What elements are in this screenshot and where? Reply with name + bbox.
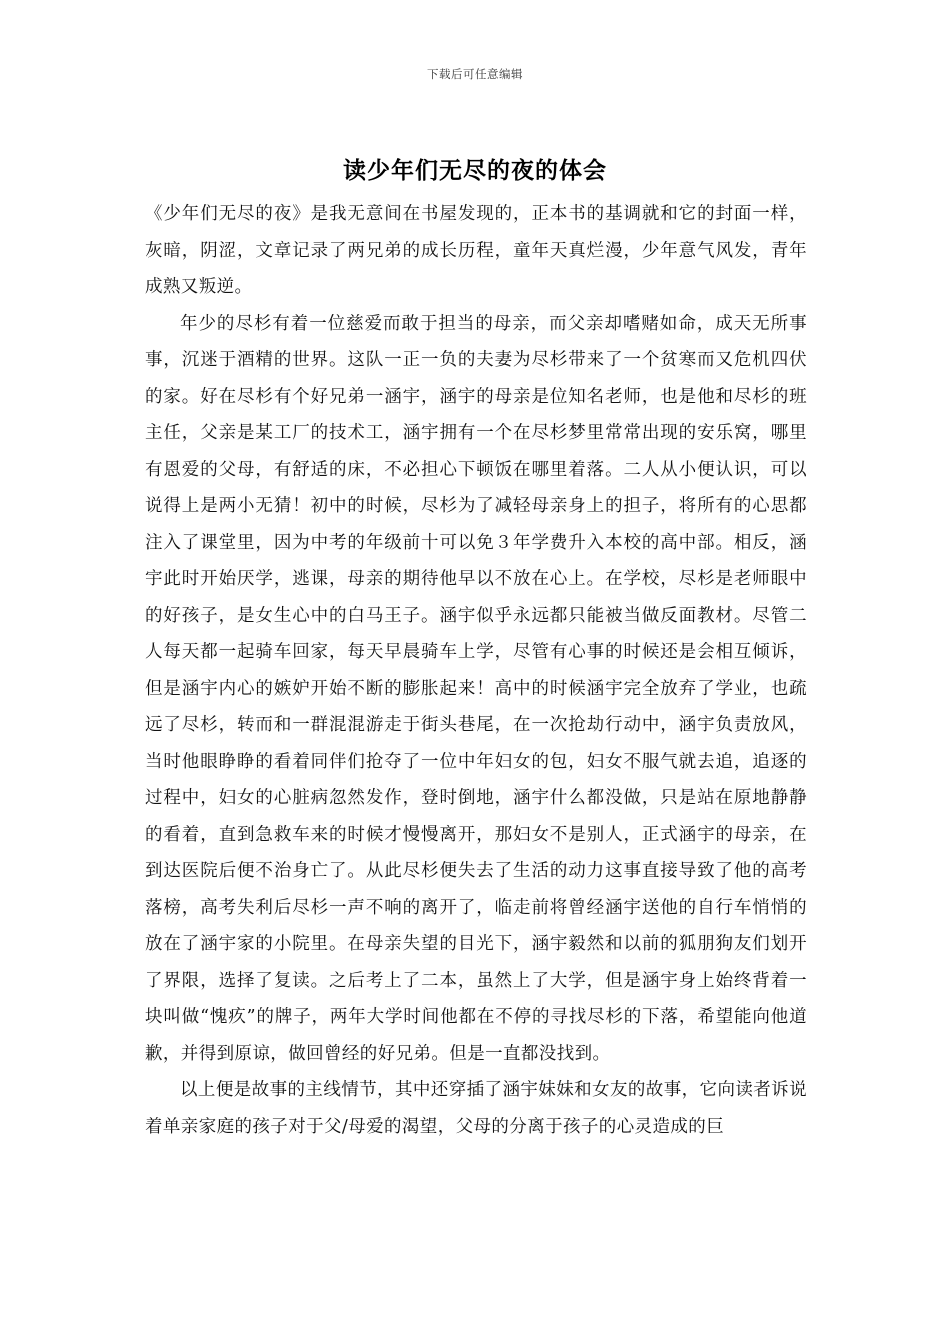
document-title: 读少年们无尽的夜的体会 — [343, 157, 607, 184]
paragraph-story: 年少的尽杉有着一位慈爱而敢于担当的母亲，而父亲却嗜赌如命，成天无所事事，沉迷于酒精的世界。这队一正一负的夫妻为尽杉带来了一个贫寒而又危机四伏的家。好在尽杉有个好兄弟一涵宇，涵宇的母亲是位知名老师，也是他和尽杉的班主任，父亲是某工厂的技术工，涵宇拥有一个在尽杉梦里常常出现的安乐窝，哪里有恩爱的父母，有舒适的床，不必担心下顿饭在哪里着落。二人从小便认识，可以说得上是两小无猜！初中的时候，尽杉为了减轻母亲身上的担子，将所有的心思都注入了课堂里，因为中考的年级前十可以免３年学费升入本校的高中部。相反，涵宇此时开始厌学，逃课，母亲的期待他早以不放在心上。在学校，尽杉是老师眼中的好孩子，是女生心中的白马王子。涵宇似乎永远都只能被当做反面教材。尽管二人每天都一起骑车回家，每天早晨骑车上学，尽管有心事的时候还是会相互倾诉，但是涵宇内心的嫉妒开始不断的膨胀起来！高中的时候涵宇完全放弃了学业，也疏远了尽杉，转而和一群混混游走于街头巷尾，在一次抢劫行动中，涵宇负责放风，当时他眼睁睁的看着同伴们抢夺了一位中年妇女的包，妇女不服气就去追，追逐的过程中，妇女的心脏病忽然发作，登时倒地，涵宇什么都没做，只是站在原地静静的看着，直到急救车来的时候才慢慢离开，那妇女不是别人，正式涵宇的母亲，在到达医院后便不治身亡了。从此尽杉便失去了生活的动力这事直接导致了他的高考落榜，高考失利后尽杉一声不响的离开了，临走前将曾经涵宇送他的自行车悄悄的放在了涵宇家的小院里。在母亲失望的目光下，涵宇毅然和以前的狐朋狗友们划开了界限，选择了复读。之后考上了二本，虽然上了大学，但是涵宇身上始终背着一块叫做“愧疚”的牌子，两年大学时间他都在不停的寻找尽杉的下落，希望能向他道歉，并得到原谅，做回曾经的好兄弟。但是一直都没找到。 — [145, 313, 807, 1064]
paragraph-summary: 以上便是故事的主线情节，其中还穿插了涵宇妹妹和女友的故事，它向读者诉说着单亲家庭的孩子对于父/母爱的渴望，父母的分离于孩子的心灵造成的巨 — [145, 1080, 807, 1137]
document-body — [145, 196, 807, 1145]
header-note: 下载后可任意编辑 — [427, 67, 523, 81]
paragraph-intro: 《少年们无尽的夜》是我无意间在书屋发现的，正本书的基调就和它的封面一样，灰暗，阴涩，文章记录了两兄弟的成长历程，童年天真烂漫，少年意气风发，青年成熟又叛逆。 — [145, 204, 807, 297]
